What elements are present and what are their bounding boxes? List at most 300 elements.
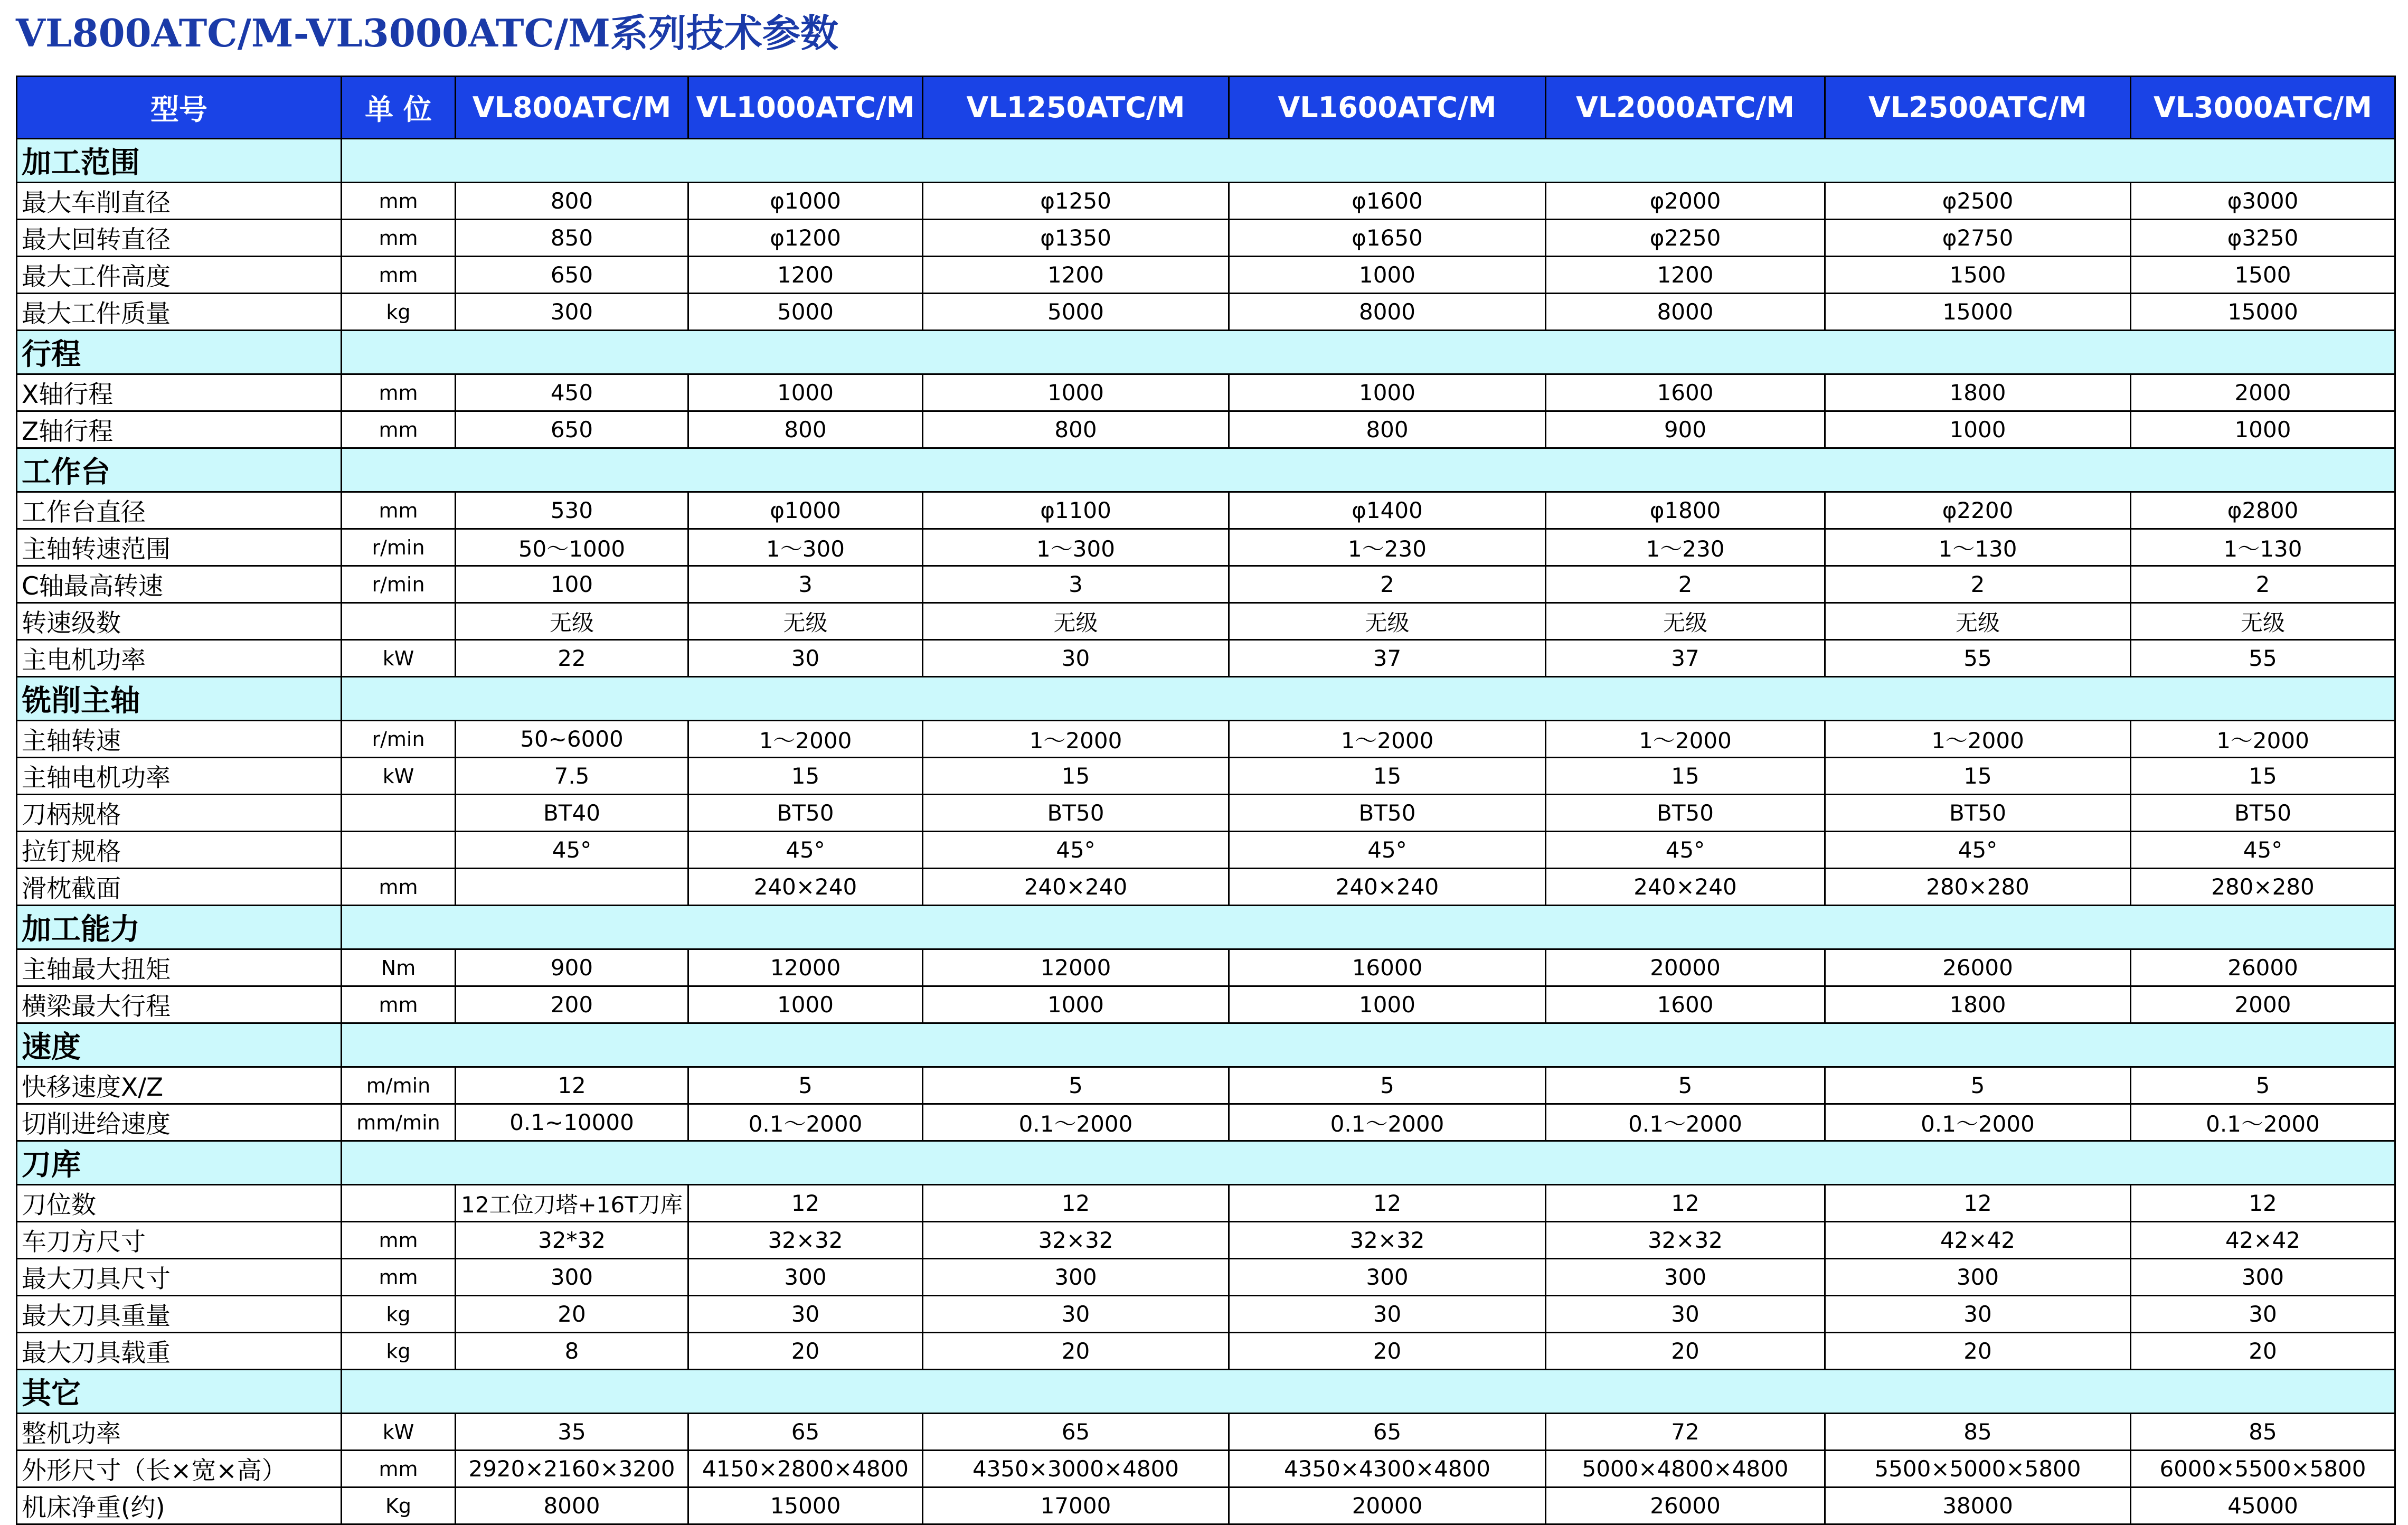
param-label: 最大车削直径 — [17, 183, 342, 220]
param-value: φ1650 — [1229, 220, 1546, 257]
param-value: 1600 — [1546, 374, 1825, 411]
param-value: 15000 — [688, 1488, 923, 1524]
param-unit: r/min — [342, 721, 456, 758]
param-value: 1500 — [2131, 257, 2395, 294]
param-value: 8 — [456, 1333, 688, 1370]
param-unit: mm — [342, 1451, 456, 1488]
param-value: 1～2000 — [688, 721, 923, 758]
section-fill — [342, 1141, 2395, 1185]
param-value: 15 — [923, 758, 1229, 795]
param-unit — [342, 1185, 456, 1222]
param-value: 15000 — [1825, 294, 2131, 331]
param-value: 280×280 — [2131, 869, 2395, 906]
param-value: φ1000 — [688, 492, 923, 529]
table-row — [17, 1104, 2395, 1141]
param-value: 1～2000 — [1546, 721, 1825, 758]
param-unit — [342, 832, 456, 869]
param-value: 无级 — [1546, 603, 1825, 640]
param-value: 450 — [456, 374, 688, 411]
param-value: BT50 — [1825, 795, 2131, 832]
table-row — [17, 1296, 2395, 1333]
param-value: 2 — [1546, 566, 1825, 603]
header-model-4: VL1600ATC/M — [1229, 77, 1546, 139]
param-value: 1～2000 — [2131, 721, 2395, 758]
param-value: 5000 — [688, 294, 923, 331]
param-unit: r/min — [342, 529, 456, 566]
param-value: 300 — [456, 1259, 688, 1296]
param-value: 38000 — [1825, 1488, 2131, 1524]
table-row — [17, 374, 2395, 411]
param-value: 45° — [1546, 832, 1825, 869]
param-label: 拉钉规格 — [17, 832, 342, 869]
param-value: 8000 — [1546, 294, 1825, 331]
param-value: 12 — [923, 1185, 1229, 1222]
param-value: 26000 — [1546, 1488, 1825, 1524]
param-value: 15 — [688, 758, 923, 795]
param-value: 1000 — [1229, 374, 1546, 411]
section-title: 其它 — [17, 1370, 342, 1414]
param-value: 16000 — [1229, 949, 1546, 986]
section-title: 行程 — [17, 331, 342, 374]
param-label: 刀位数 — [17, 1185, 342, 1222]
param-value: 20 — [1546, 1333, 1825, 1370]
param-value: 1～130 — [1825, 529, 2131, 566]
param-value: 1200 — [1546, 257, 1825, 294]
param-label: 最大工件高度 — [17, 257, 342, 294]
param-value: 2920×2160×3200 — [456, 1451, 688, 1488]
param-unit — [342, 603, 456, 640]
param-label: 主轴转速 — [17, 721, 342, 758]
param-label: 最大工件质量 — [17, 294, 342, 331]
section-row — [17, 906, 2395, 949]
param-value: 8000 — [1229, 294, 1546, 331]
param-unit: kW — [342, 758, 456, 795]
param-value: 15 — [1229, 758, 1546, 795]
param-value: φ1400 — [1229, 492, 1546, 529]
section-title: 加工能力 — [17, 906, 342, 949]
table-row — [17, 832, 2395, 869]
spec-table-body — [17, 139, 2395, 1524]
header-model-6: VL2500ATC/M — [1825, 77, 2131, 139]
param-value: 无级 — [456, 603, 688, 640]
param-value: 5 — [1825, 1067, 2131, 1104]
param-value: 45° — [1229, 832, 1546, 869]
param-value: 1～300 — [923, 529, 1229, 566]
param-unit: mm — [342, 1259, 456, 1296]
param-value: 1～230 — [1546, 529, 1825, 566]
param-value: 530 — [456, 492, 688, 529]
section-fill — [342, 139, 2395, 183]
param-value: 650 — [456, 411, 688, 448]
param-value: 22 — [456, 640, 688, 677]
param-value: φ1200 — [688, 220, 923, 257]
param-value: 4150×2800×4800 — [688, 1451, 923, 1488]
param-value: 12 — [688, 1185, 923, 1222]
param-value: 1～2000 — [923, 721, 1229, 758]
param-value: 4350×4300×4800 — [1229, 1451, 1546, 1488]
param-value: 32×32 — [1546, 1222, 1825, 1259]
param-value: 1000 — [1229, 257, 1546, 294]
header-model-1: VL800ATC/M — [456, 77, 688, 139]
table-row — [17, 220, 2395, 257]
table-row — [17, 183, 2395, 220]
param-value: 1000 — [2131, 411, 2395, 448]
param-value: 12000 — [688, 949, 923, 986]
param-value: 45° — [688, 832, 923, 869]
section-fill — [342, 331, 2395, 374]
param-value: 2 — [2131, 566, 2395, 603]
param-value: 2 — [1229, 566, 1546, 603]
param-label: 最大刀具尺寸 — [17, 1259, 342, 1296]
table-row — [17, 1259, 2395, 1296]
section-row — [17, 677, 2395, 721]
param-value: 50～1000 — [456, 529, 688, 566]
param-value: 20 — [1229, 1333, 1546, 1370]
param-value: 1000 — [923, 374, 1229, 411]
param-value: 1000 — [688, 374, 923, 411]
param-value: 45000 — [2131, 1488, 2395, 1524]
param-value: 2000 — [2131, 986, 2395, 1023]
param-value: 30 — [2131, 1296, 2395, 1333]
param-value: 5 — [2131, 1067, 2395, 1104]
param-value: 300 — [2131, 1259, 2395, 1296]
section-fill — [342, 1370, 2395, 1414]
param-value: 3 — [923, 566, 1229, 603]
param-value: 42×42 — [2131, 1222, 2395, 1259]
param-value: 2000 — [2131, 374, 2395, 411]
param-label: 最大回转直径 — [17, 220, 342, 257]
table-row — [17, 1414, 2395, 1451]
section-fill — [342, 448, 2395, 492]
param-unit: kW — [342, 1414, 456, 1451]
param-value: 2 — [1825, 566, 2131, 603]
param-value: 50~6000 — [456, 721, 688, 758]
param-value: 1000 — [688, 986, 923, 1023]
param-value: 100 — [456, 566, 688, 603]
param-value: 20 — [456, 1296, 688, 1333]
param-value: 300 — [456, 294, 688, 331]
param-value: 7.5 — [456, 758, 688, 795]
table-row — [17, 758, 2395, 795]
header-model-2: VL1000ATC/M — [688, 77, 923, 139]
section-row — [17, 331, 2395, 374]
header-unit: 单 位 — [342, 77, 456, 139]
header-model-5: VL2000ATC/M — [1546, 77, 1825, 139]
param-unit: kg — [342, 294, 456, 331]
param-value: 5 — [688, 1067, 923, 1104]
param-value: φ1250 — [923, 183, 1229, 220]
param-value: 85 — [1825, 1414, 2131, 1451]
param-value: 37 — [1229, 640, 1546, 677]
param-value: 35 — [456, 1414, 688, 1451]
param-value: 无级 — [2131, 603, 2395, 640]
param-value: 3 — [688, 566, 923, 603]
param-value: 240×240 — [1546, 869, 1825, 906]
param-value: 300 — [688, 1259, 923, 1296]
param-value: φ1800 — [1546, 492, 1825, 529]
param-value: 300 — [1546, 1259, 1825, 1296]
param-value: 30 — [688, 640, 923, 677]
param-value: φ2500 — [1825, 183, 2131, 220]
param-value: 12 — [1229, 1185, 1546, 1222]
table-row — [17, 257, 2395, 294]
param-unit: mm — [342, 869, 456, 906]
section-row — [17, 1141, 2395, 1185]
param-value: 45° — [456, 832, 688, 869]
section-row — [17, 448, 2395, 492]
param-value: 1200 — [923, 257, 1229, 294]
param-value: 5500×5000×5800 — [1825, 1451, 2131, 1488]
param-value: 30 — [1229, 1296, 1546, 1333]
param-value: 12 — [1825, 1185, 2131, 1222]
param-value: 1200 — [688, 257, 923, 294]
param-unit: mm — [342, 492, 456, 529]
param-value: 30 — [1546, 1296, 1825, 1333]
param-value: 8000 — [456, 1488, 688, 1524]
param-value: 1800 — [1825, 986, 2131, 1023]
param-unit: r/min — [342, 566, 456, 603]
section-fill — [342, 1023, 2395, 1067]
param-value: 5000 — [923, 294, 1229, 331]
section-title: 加工范围 — [17, 139, 342, 183]
param-value: 26000 — [1825, 949, 2131, 986]
param-value: 650 — [456, 257, 688, 294]
param-label: 主轴电机功率 — [17, 758, 342, 795]
param-value: 17000 — [923, 1488, 1229, 1524]
param-value: 1～300 — [688, 529, 923, 566]
param-value: 6000×5500×5800 — [2131, 1451, 2395, 1488]
param-value: 55 — [2131, 640, 2395, 677]
param-value: 37 — [1546, 640, 1825, 677]
param-value: 无级 — [923, 603, 1229, 640]
param-value: φ2000 — [1546, 183, 1825, 220]
param-value: 300 — [1229, 1259, 1546, 1296]
param-value: 65 — [688, 1414, 923, 1451]
table-row — [17, 1067, 2395, 1104]
header-model-3: VL1250ATC/M — [923, 77, 1229, 139]
param-value: 12 — [1546, 1185, 1825, 1222]
table-row — [17, 1333, 2395, 1370]
section-fill — [342, 906, 2395, 949]
param-value: 15000 — [2131, 294, 2395, 331]
param-value: 200 — [456, 986, 688, 1023]
param-unit: mm — [342, 411, 456, 448]
page-title: VL800ATC/M-VL3000ATC/M系列技术参数 — [16, 11, 838, 55]
param-value: BT50 — [2131, 795, 2395, 832]
param-value: 30 — [923, 1296, 1229, 1333]
param-value: 20 — [1825, 1333, 2131, 1370]
param-value: BT50 — [688, 795, 923, 832]
table-row — [17, 1488, 2395, 1524]
param-label: 刀柄规格 — [17, 795, 342, 832]
param-unit: mm — [342, 374, 456, 411]
section-title: 速度 — [17, 1023, 342, 1067]
param-value: 30 — [1825, 1296, 2131, 1333]
param-unit: kg — [342, 1333, 456, 1370]
param-label: 最大刀具重量 — [17, 1296, 342, 1333]
param-label: X轴行程 — [17, 374, 342, 411]
param-value: 15 — [1546, 758, 1825, 795]
param-value: 45° — [1825, 832, 2131, 869]
param-unit: kg — [342, 1296, 456, 1333]
param-unit: mm — [342, 183, 456, 220]
table-row — [17, 411, 2395, 448]
param-value: 1～2000 — [1229, 721, 1546, 758]
param-value: BT50 — [923, 795, 1229, 832]
param-value: φ2750 — [1825, 220, 2131, 257]
table-row — [17, 294, 2395, 331]
param-value: φ1100 — [923, 492, 1229, 529]
table-row — [17, 603, 2395, 640]
spec-table — [16, 76, 2396, 1525]
param-value: 20 — [688, 1333, 923, 1370]
table-row — [17, 986, 2395, 1023]
param-value: 300 — [1825, 1259, 2131, 1296]
param-value: φ1350 — [923, 220, 1229, 257]
param-value: 无级 — [688, 603, 923, 640]
param-value: 12工位刀塔+16T刀库 — [456, 1185, 688, 1222]
param-value: 280×280 — [1825, 869, 2131, 906]
param-value: 0.1～2000 — [688, 1104, 923, 1141]
param-label: 车刀方尺寸 — [17, 1222, 342, 1259]
param-label: 整机功率 — [17, 1414, 342, 1451]
param-value: 12 — [2131, 1185, 2395, 1222]
param-label: 主轴最大扭矩 — [17, 949, 342, 986]
param-unit: mm — [342, 220, 456, 257]
param-value: 0.1～2000 — [2131, 1104, 2395, 1141]
param-value: 32×32 — [1229, 1222, 1546, 1259]
param-value: 无级 — [1825, 603, 2131, 640]
param-value: 12 — [456, 1067, 688, 1104]
param-value: 30 — [923, 640, 1229, 677]
param-unit: m/min — [342, 1067, 456, 1104]
param-label: 外形尺寸（长×宽×高） — [17, 1451, 342, 1488]
section-fill — [342, 677, 2395, 721]
param-value: φ3250 — [2131, 220, 2395, 257]
section-row — [17, 139, 2395, 183]
section-title: 铣削主轴 — [17, 677, 342, 721]
table-row — [17, 1185, 2395, 1222]
table-row — [17, 1222, 2395, 1259]
param-value: 5 — [1229, 1067, 1546, 1104]
param-value: 1000 — [1229, 986, 1546, 1023]
table-row — [17, 1451, 2395, 1488]
param-value: 30 — [688, 1296, 923, 1333]
param-unit: kW — [342, 640, 456, 677]
param-value: 1～130 — [2131, 529, 2395, 566]
param-value: 32*32 — [456, 1222, 688, 1259]
param-value: 1800 — [1825, 374, 2131, 411]
param-value: 5 — [923, 1067, 1229, 1104]
param-value: 55 — [1825, 640, 2131, 677]
param-value: 5 — [1546, 1067, 1825, 1104]
param-value — [456, 869, 688, 906]
table-row — [17, 721, 2395, 758]
param-value: BT50 — [1229, 795, 1546, 832]
header-row — [17, 77, 2395, 139]
table-row — [17, 949, 2395, 986]
param-value: 240×240 — [1229, 869, 1546, 906]
param-value: 1000 — [1825, 411, 2131, 448]
param-value: 240×240 — [688, 869, 923, 906]
param-unit — [342, 795, 456, 832]
param-value: 85 — [2131, 1414, 2395, 1451]
param-value: 20 — [2131, 1333, 2395, 1370]
param-label: 滑枕截面 — [17, 869, 342, 906]
param-value: 4350×3000×4800 — [923, 1451, 1229, 1488]
param-value: 65 — [1229, 1414, 1546, 1451]
section-title: 工作台 — [17, 448, 342, 492]
param-value: 45° — [2131, 832, 2395, 869]
param-value: 800 — [1229, 411, 1546, 448]
param-value: 1600 — [1546, 986, 1825, 1023]
param-value: 32×32 — [688, 1222, 923, 1259]
param-value: φ1600 — [1229, 183, 1546, 220]
param-value: φ1000 — [688, 183, 923, 220]
param-value: 1～230 — [1229, 529, 1546, 566]
param-value: φ2800 — [2131, 492, 2395, 529]
param-value: 15 — [1825, 758, 2131, 795]
table-row — [17, 566, 2395, 603]
param-label: 主电机功率 — [17, 640, 342, 677]
param-value: 800 — [688, 411, 923, 448]
param-label: 转速级数 — [17, 603, 342, 640]
header-model: 型号 — [17, 77, 342, 139]
param-value: 72 — [1546, 1414, 1825, 1451]
param-unit: Kg — [342, 1488, 456, 1524]
table-row — [17, 869, 2395, 906]
param-value: 0.1～2000 — [1825, 1104, 2131, 1141]
param-value: φ2250 — [1546, 220, 1825, 257]
param-label: 快移速度X/Z — [17, 1067, 342, 1104]
param-value: 45° — [923, 832, 1229, 869]
param-value: 800 — [923, 411, 1229, 448]
param-value: BT50 — [1546, 795, 1825, 832]
param-value: 0.1～2000 — [1546, 1104, 1825, 1141]
param-value: φ2200 — [1825, 492, 2131, 529]
param-value: 1500 — [1825, 257, 2131, 294]
param-value: 20000 — [1546, 949, 1825, 986]
param-label: C轴最高转速 — [17, 566, 342, 603]
param-value: φ3000 — [2131, 183, 2395, 220]
param-value: BT40 — [456, 795, 688, 832]
header-model-7: VL3000ATC/M — [2131, 77, 2395, 139]
param-label: 机床净重(约) — [17, 1488, 342, 1524]
param-value: 0.1～2000 — [923, 1104, 1229, 1141]
param-unit: mm — [342, 257, 456, 294]
table-row — [17, 529, 2395, 566]
param-value: 800 — [456, 183, 688, 220]
param-value: 300 — [923, 1259, 1229, 1296]
param-value: 5000×4800×4800 — [1546, 1451, 1825, 1488]
param-label: Z轴行程 — [17, 411, 342, 448]
param-value: 1000 — [923, 986, 1229, 1023]
param-label: 最大刀具载重 — [17, 1333, 342, 1370]
param-value: 0.1～2000 — [1229, 1104, 1546, 1141]
param-value: 1～2000 — [1825, 721, 2131, 758]
param-label: 主轴转速范围 — [17, 529, 342, 566]
param-value: 900 — [1546, 411, 1825, 448]
param-value: 20 — [923, 1333, 1229, 1370]
param-value: 32×32 — [923, 1222, 1229, 1259]
table-row — [17, 492, 2395, 529]
param-value: 15 — [2131, 758, 2395, 795]
param-value: 20000 — [1229, 1488, 1546, 1524]
param-label: 横梁最大行程 — [17, 986, 342, 1023]
param-value: 850 — [456, 220, 688, 257]
table-row — [17, 640, 2395, 677]
param-label: 切削进给速度 — [17, 1104, 342, 1141]
